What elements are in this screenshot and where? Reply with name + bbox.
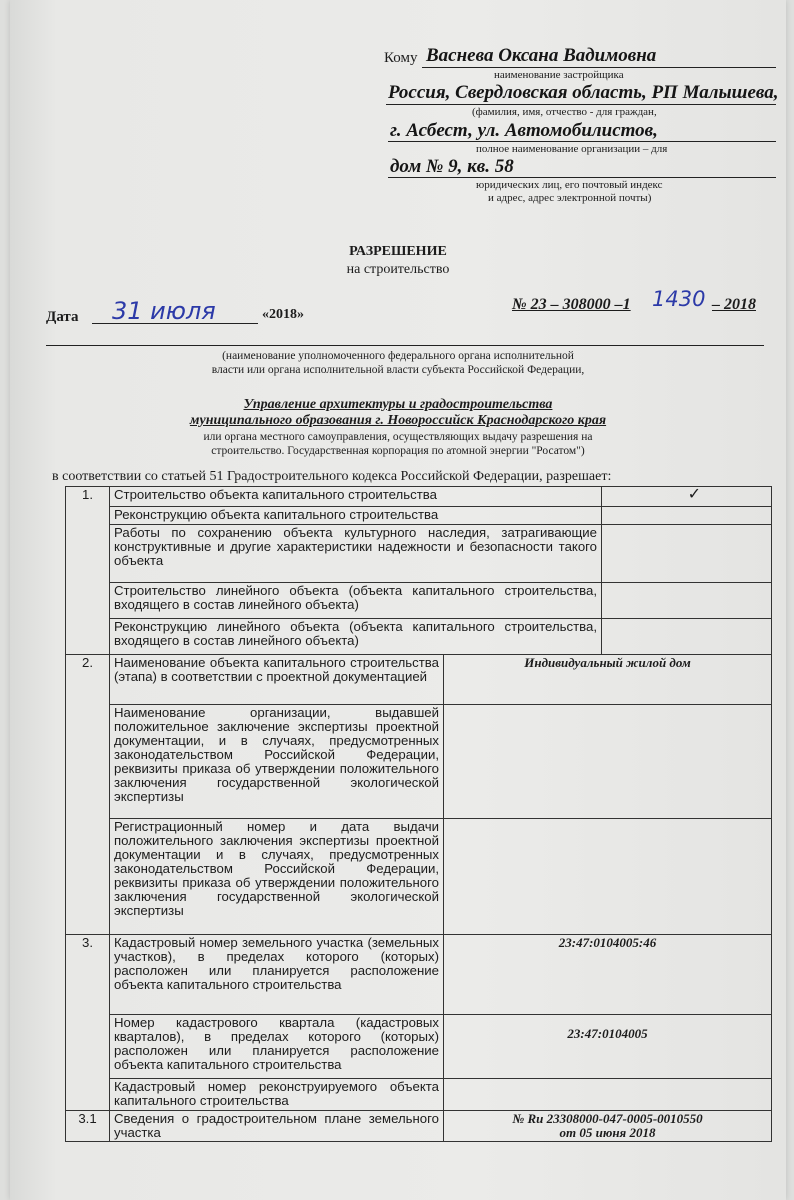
handwritten-date: 31 июля — [112, 297, 216, 325]
address-line-1: Россия, Свердловская область, РП Малышева, — [388, 82, 779, 103]
table-row — [66, 619, 772, 655]
underline — [386, 104, 776, 105]
address-line-3: дом № 9, кв. 58 — [390, 156, 514, 177]
permit-table — [65, 486, 772, 1142]
document-subtitle: на строительство — [346, 262, 450, 277]
empty-cell — [602, 583, 772, 619]
table-row — [66, 487, 772, 507]
table-row — [66, 655, 772, 705]
document-title: РАЗРЕШЕНИЕ — [349, 244, 447, 259]
row-heritage-works: Работы по сохранению объекта культурного наследия, затрагивающие конструктивные и другие характеристики надежности и безопасности такого объекта — [110, 525, 602, 583]
caption-postal-address: и адрес, адрес электронной почты) — [488, 192, 652, 204]
empty-cell — [602, 619, 772, 655]
permit-number-suffix: – 2018 — [712, 296, 756, 313]
handwritten-permit-number: 1430 — [652, 287, 706, 311]
row-cadastral-quarter: Номер кадастрового квартала (кадастровых кварталов), в пределах которого (которых) расположен или планируется расположение объекта капитального строительства — [110, 1015, 444, 1079]
row-urban-plan-label: Сведения о градостроительном плане земельного участка — [110, 1111, 444, 1142]
table-row — [66, 507, 772, 525]
caption-developer-name: наименование застройщика — [494, 69, 624, 81]
section-number-3: 3. — [66, 935, 110, 1111]
section-number-3-1: 3.1 — [66, 1111, 110, 1142]
caption-legal-entities: юридических лиц, его почтовый индекс — [476, 179, 663, 191]
authority-name-1: Управление архитектуры и градостроительства — [243, 397, 553, 412]
row-expertise-organization: Наименование организации, выдавшей положительное заключение экспертизы проектной документации, и в случаях, предусмотренных законодательством Российской Федерации, реквизиты приказа об утверждении положительного заключения государственной экологической экспертизы — [110, 705, 444, 819]
urban-plan-number: № Ru 23308000-047-0005-0010550 — [512, 1111, 703, 1126]
developer-name: Васнева Оксана Вадимовна — [426, 45, 657, 66]
authority-underline — [46, 345, 764, 346]
intro-text: в соответствии со статьей 51 Градостроительного кодекса Российской Федерации, разрешает: — [52, 469, 612, 484]
empty-cell — [444, 819, 772, 935]
authority-name-2: муниципального образования г. Новороссийск Краснодарского края — [189, 413, 607, 428]
underline — [388, 177, 776, 178]
cadastral-plot-value: 23:47:0104005:46 — [444, 935, 772, 1015]
row-reconstruction: Реконструкцию объекта капитального строительства — [110, 507, 602, 525]
authority-caption-2: власти или органа исполнительной власти субъекта Российской Федерации, — [211, 364, 585, 376]
row-reconstructed-object-number: Кадастровый номер реконструируемого объекта капитального строительства — [110, 1079, 444, 1111]
table-row — [66, 1079, 772, 1111]
table-row — [66, 583, 772, 619]
table-row — [66, 819, 772, 935]
object-name-value: Индивидуальный жилой дом — [444, 655, 772, 705]
authority-caption-4: строительство. Государственная корпорация по атомной энергии "Росатом") — [211, 445, 585, 457]
section-number-2: 2. — [66, 655, 110, 935]
table-row — [66, 1015, 772, 1079]
authority-caption-1: (наименование уполномоченного федерального органа исполнительной — [222, 350, 574, 362]
table-row — [66, 525, 772, 583]
row-cadastral-plot: Кадастровый номер земельного участка (земельных участков), в пределах которого (которых) расположен или планируется расположение объекта капитального строительства — [110, 935, 444, 1015]
urban-plan-date: от 05 июня 2018 — [559, 1125, 656, 1140]
row-new-construction: Строительство объекта капитального строительства — [110, 487, 602, 507]
checkmark-icon: ✓ — [602, 487, 772, 507]
authority-caption-3: или органа местного самоуправления, осуществляющих выдачу разрешения на — [203, 431, 593, 443]
table-row — [66, 935, 772, 1015]
cadastral-quarter-value: 23:47:0104005 — [444, 1015, 772, 1079]
to-label: Кому — [384, 50, 418, 66]
permit-number-prefix: № 23 – 308000 –1 — [512, 296, 631, 313]
section-number-1: 1. — [66, 487, 110, 655]
underline — [388, 141, 776, 142]
empty-cell — [602, 507, 772, 525]
table-row — [66, 705, 772, 819]
row-linear-reconstruction: Реконструкцию линейного объекта (объекта капитального строительства, входящего в состав линейного объекта) — [110, 619, 602, 655]
empty-cell — [602, 525, 772, 583]
urban-plan-value — [444, 1111, 772, 1142]
date-year: «2018» — [262, 307, 304, 322]
caption-full-name: (фамилия, имя, отчество - для граждан, — [472, 106, 657, 118]
underline — [422, 67, 776, 68]
row-expertise-registration: Регистрационный номер и дата выдачи положительного заключения экспертизы проектной документации и в случаях, предусмотренных законодательством Российской Федерации, реквизиты приказа об утверждении положительного заключения государственной экологической экспертизы — [110, 819, 444, 935]
row-object-name-label: Наименование объекта капитального строительства (этапа) в соответствии с проектной документацией — [110, 655, 444, 705]
empty-cell — [444, 1079, 772, 1111]
empty-cell — [444, 705, 772, 819]
row-linear-construction: Строительство линейного объекта (объекта капитального строительства, входящего в состав линейного объекта) — [110, 583, 602, 619]
address-line-2: г. Асбест, ул. Автомобилистов, — [390, 120, 658, 141]
caption-organization: полное наименование организации – для — [476, 143, 668, 155]
document-page — [10, 0, 786, 1200]
table-row — [66, 1111, 772, 1142]
date-label: Дата — [46, 309, 79, 325]
